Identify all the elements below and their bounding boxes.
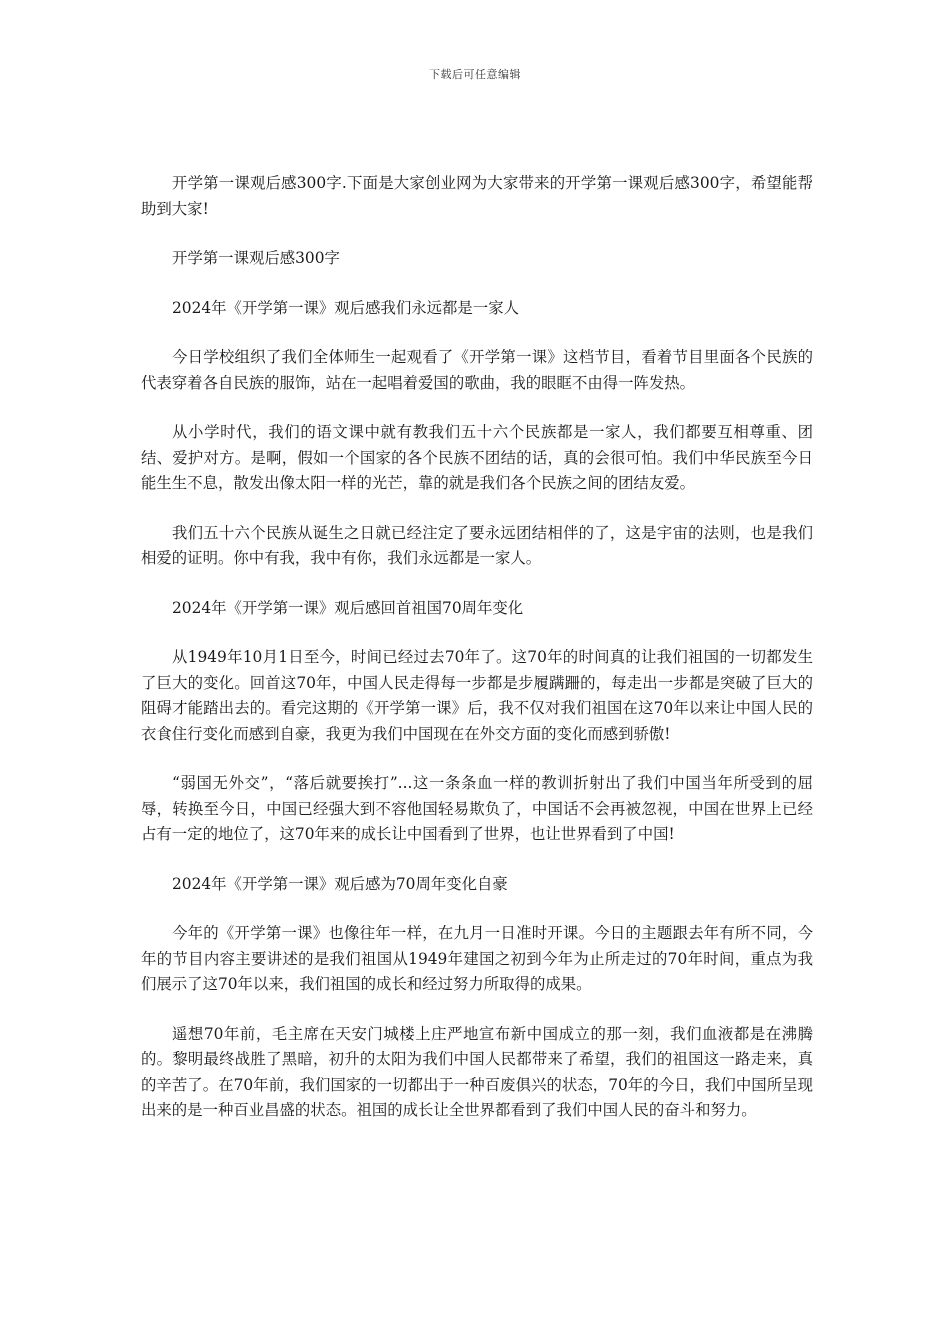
- intro-paragraph: 开学第一课观后感300字.下面是大家创业网为大家带来的开学第一课观后感300字，希望能帮助到大家!: [141, 174, 813, 218]
- section-heading: 开学第一课观后感300字: [172, 249, 340, 267]
- article-heading-1: 2024年《开学第一课》观后感我们永远都是一家人: [172, 298, 519, 317]
- body-paragraph: 遥想70年前，毛主席在天安门城楼上庄严地宣布新中国成立的那一刻，我们血液都是在沸腾的。黎明最终战胜了黑暗，初升的太阳为我们中国人民都带来了希望，我们的祖国这一路走来，真的辛苦了。在70年前，我们国家的一切都出于一种百废俱兴的状态，70年的今日，我们中国所呈现出来的是一种百业昌盛的状态。祖国的成长让全世界都看到了我们中国人民的奋斗和努力。: [141, 1024, 813, 1119]
- article-heading-2: 2024年《开学第一课》观后感回首祖国70周年变化: [172, 598, 524, 617]
- body-paragraph: “弱国无外交”，“落后就要挨打”...这一条条血一样的教训折射出了我们中国当年所受到的屈辱，转换至今日，中国已经强大到不容他国轻易欺负了，中国话不会再被忽视，中国在世界上已经占有一定的地位了，这70年来的成长让中国看到了世界，也让世界看到了中国!: [141, 774, 813, 843]
- body-paragraph: 从1949年10月1日至今，时间已经过去70年了。这70年的时间真的让我们祖国的一切都发生了巨大的变化。回首这70年，中国人民走得每一步都是步履蹒跚的，每走出一步都是突破了巨大的阻碍才能踏出去的。看完这期的《开学第一课》后，我不仅对我们祖国在这70年以来让中国人民的衣食住行变化而感到自豪，我更为我们中国现在在外交方面的变化而感到骄傲!: [141, 648, 813, 743]
- document-body: [141, 171, 813, 1148]
- body-paragraph: 今日学校组织了我们全体师生一起观看了《开学第一课》这档节目，看着节目里面各个民族的代表穿着各自民族的服饰，站在一起唱着爱国的歌曲，我的眼眶不由得一阵发热。: [141, 348, 813, 392]
- body-paragraph: 我们五十六个民族从诞生之日就已经注定了要永远团结相伴的了，这是宇宙的法则，也是我们相爱的证明。你中有我，我中有你，我们永远都是一家人。: [141, 523, 813, 567]
- body-paragraph: 从小学时代，我们的语文课中就有教我们五十六个民族都是一家人，我们都要互相尊重、团结、爱护对方。是啊，假如一个国家的各个民族不团结的话，真的会很可怕。我们中华民族至今日能生生不息，散发出像太阳一样的光芒，靠的就是我们各个民族之间的团结友爱。: [141, 423, 813, 492]
- article-heading-3: 2024年《开学第一课》观后感为70周年变化自豪: [172, 874, 508, 893]
- body-paragraph: 今年的《开学第一课》也像往年一样，在九月一日准时开课。今日的主题跟去年有所不同，今年的节目内容主要讲述的是我们祖国从1949年建国之初到今年为止所走过的70年时间，重点为我们展示了这70年以来，我们祖国的成长和经过努力所取得的成果。: [141, 924, 813, 993]
- page-header: 下载后可任意编辑: [429, 68, 521, 81]
